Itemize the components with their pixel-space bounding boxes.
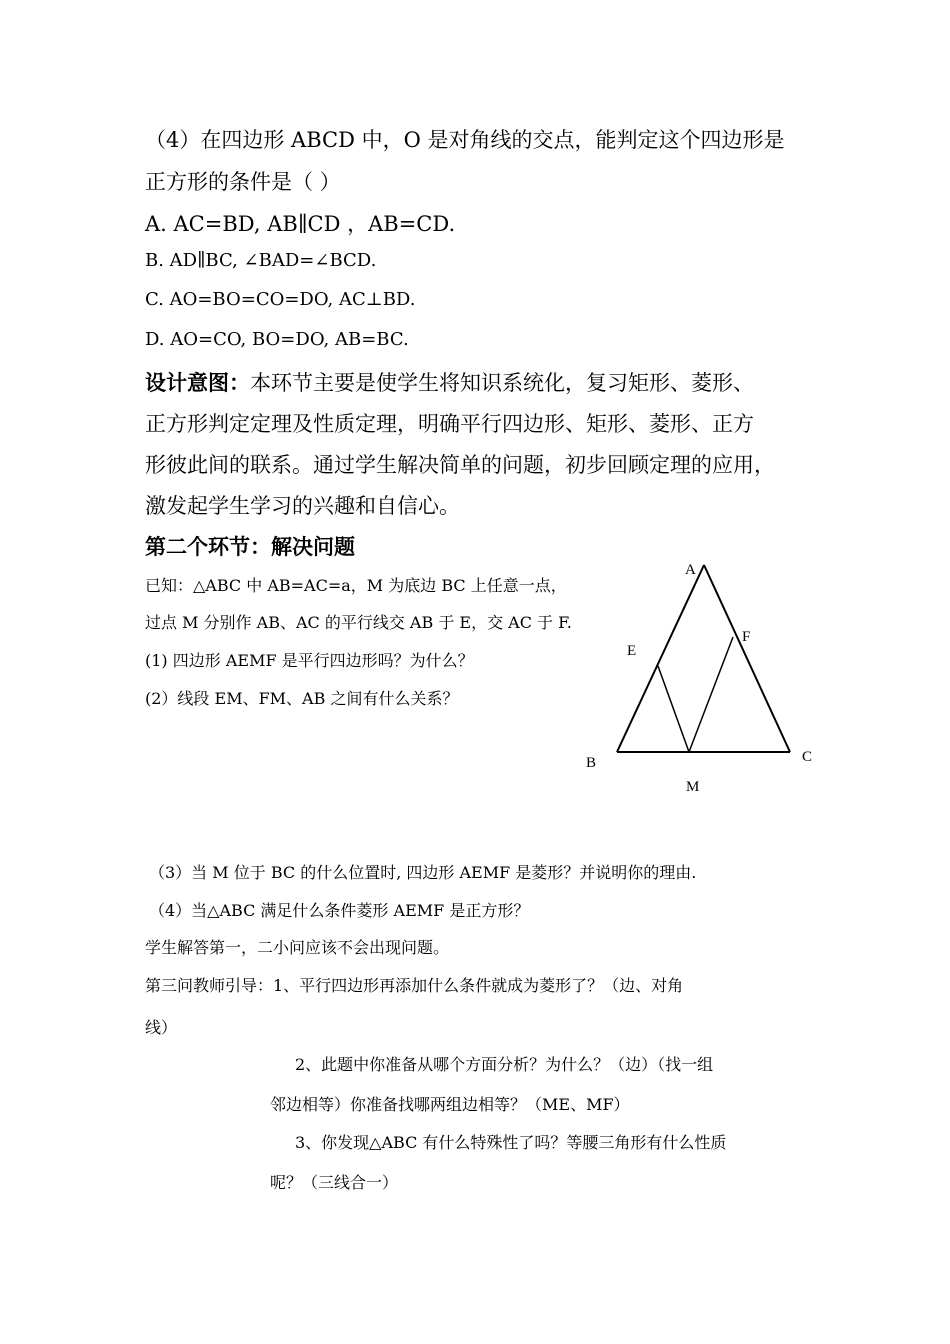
- question-1: (1) 四边形 AEMF 是平行四边形吗？为什么？: [145, 651, 474, 670]
- student-note: 学生解答第一，二小问应该不会出现问题。: [145, 938, 450, 957]
- label-b: B: [586, 755, 597, 771]
- label-m: M: [686, 779, 700, 795]
- question-4: （4）当△ABC 满足什么条件菱形 AEMF 是正方形？: [149, 901, 530, 920]
- question-3: （3）当 M 位于 BC 的什么位置时, 四边形 AEMF 是菱形？并说明你的理由.: [149, 863, 697, 882]
- triangle-figure: [600, 555, 840, 805]
- design-line3: 形彼此间的联系。通过学生解决简单的问题，初步回顾定理的应用，: [145, 453, 775, 477]
- q4-line1: （4）在四边形 ABCD 中，O 是对角线的交点，能判定这个四边形是: [145, 128, 785, 152]
- label-e: E: [627, 643, 637, 659]
- q4-option-c: C. AO=BO=CO=DO, AC⊥BD.: [145, 289, 416, 310]
- design-line4: 激发起学生学习的兴趣和自信心。: [145, 494, 460, 518]
- section2-heading: 第二个环节：解决问题: [145, 535, 355, 559]
- design-text1: 本环节主要是使学生将知识系统化，复习矩形、菱形、: [250, 371, 754, 395]
- given-line2: 过点 M 分别作 AB、AC 的平行线交 AB 于 E，交 AC 于 F.: [145, 613, 572, 632]
- label-c: C: [802, 749, 813, 765]
- segment-mf: [689, 637, 733, 752]
- guide-1-line1: 第三问教师引导：1、平行四边形再添加什么条件就成为菱形了？（边、对角: [145, 976, 684, 995]
- label-f: F: [742, 629, 751, 645]
- label-a: A: [685, 562, 696, 578]
- q4-line2: 正方形的条件是（ ）: [145, 170, 341, 194]
- question-2: (2）线段 EM、FM、AB 之间有什么关系？: [145, 689, 459, 708]
- q4-option-d: D. AO=CO, BO=DO, AB=BC.: [145, 329, 409, 350]
- guide-3-line1: 3、你发现△ABC 有什么特殊性了吗？等腰三角形有什么性质: [295, 1133, 727, 1152]
- guide-2-line1: 2、此题中你准备从哪个方面分析？为什么？（边）（找一组: [295, 1055, 714, 1074]
- q4-option-a: A. AC=BD, AB∥CD ，AB=CD.: [145, 212, 456, 236]
- guide-2-line2: 邻边相等）你准备找哪两组边相等？（ME、MF）: [270, 1095, 630, 1114]
- segment-me: [658, 666, 689, 752]
- guide-1-line2: 线）: [145, 1018, 178, 1037]
- design-line1: [145, 367, 754, 397]
- given-line1: 已知：△ABC 中 AB=AC=a，M 为底边 BC 上任意一点，: [145, 576, 567, 595]
- design-label: 设计意图：: [145, 371, 250, 395]
- guide-3-line2: 呢？（三线合一）: [270, 1173, 399, 1192]
- q4-option-b: B. AD∥BC, ∠BAD=∠BCD.: [145, 250, 377, 271]
- design-line2: 正方形判定定理及性质定理，明确平行四边形、矩形、菱形、正方: [145, 412, 754, 436]
- side-ac: [704, 565, 790, 752]
